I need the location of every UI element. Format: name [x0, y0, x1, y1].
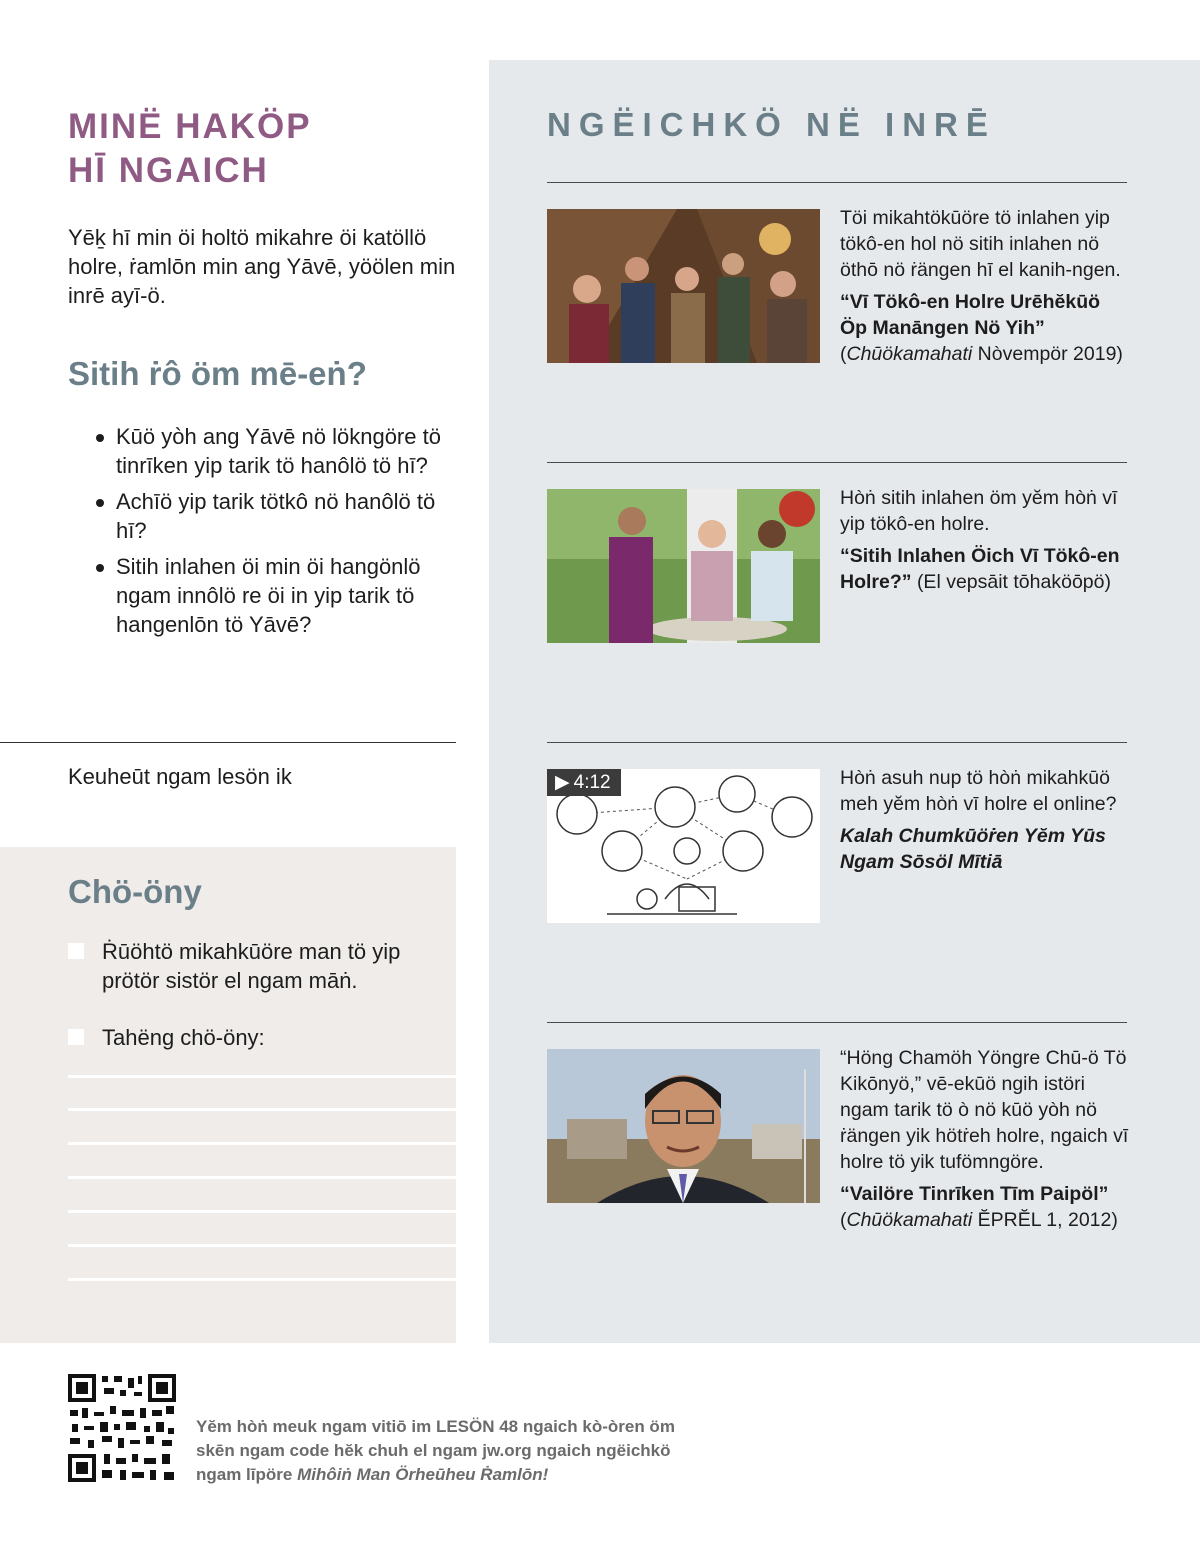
- resource-title-link[interactable]: “Vailöre Tinrīken Tīm Paipöl”: [840, 1183, 1109, 1205]
- resource-text: [840, 1045, 1130, 1233]
- play-icon: ▶: [555, 772, 570, 793]
- resource-title-link[interactable]: [840, 543, 1130, 595]
- resource-description: “Höng Chamöh Yöngre Chū-ö Tö Kikōnyö,” vē-ekūö ngih istöri ngam tarik tö ò nö kūö yòh nö ṙängen yik hötṙeh holre, ngaich vī holre tö yik tufömngöre.: [840, 1047, 1129, 1173]
- footer-lesson-number: LESÖN 48: [435, 1417, 519, 1436]
- video-duration: 4:12: [573, 772, 611, 793]
- women-talking-photo-icon[interactable]: [547, 489, 820, 643]
- resource-description: Hòṅ sitih inlahen öm yĕm hòṅ vī yip tökô-en holre.: [840, 487, 1118, 535]
- goal-item[interactable]: [68, 1023, 432, 1052]
- resource-description: Hòṅ asuh nup tö hòṅ mikahkūö meh yĕm hòṅ vī holre el online?: [840, 767, 1117, 815]
- resource-text: [840, 485, 1130, 595]
- resource-divider: [547, 182, 1127, 183]
- goal-text: Ṙūöhtö mikahkūöre man tö yip prötör sistör el ngam māṅ.: [102, 939, 401, 993]
- video-thumbnail-icon[interactable]: [547, 769, 820, 923]
- man-portrait-photo-icon[interactable]: [547, 1049, 820, 1203]
- section-title-line2: HĪ NGAICH: [68, 151, 269, 190]
- source-date: ĔPRĔL 1, 2012): [977, 1209, 1118, 1231]
- question-list: [68, 422, 458, 639]
- resource-text: [840, 765, 1130, 875]
- goal-checkbox[interactable]: [68, 943, 84, 959]
- question-heading: Sitih ṙô öm mē-eṅ?: [68, 355, 367, 392]
- write-line[interactable]: [68, 1176, 456, 1179]
- write-line[interactable]: [68, 1142, 456, 1145]
- source-publication: Chūökamahati: [846, 1209, 973, 1231]
- intro-text: Yēḵ hī min öi holtö mikahre öi katöllö holre, ṙamlōn min ang Yāvē, yöölen min inrē ayī-ö.: [68, 225, 456, 308]
- resource-title[interactable]: “Sitih Inlahen Öich Vī Tökô-en Holre?”: [840, 545, 1120, 593]
- video-duration-badge: [547, 769, 621, 796]
- summary-divider: [0, 742, 456, 743]
- resource-source: (El vepsāit tōhaköōpö): [916, 571, 1111, 593]
- qr-code-icon[interactable]: [68, 1374, 176, 1482]
- footer-text-part: ngaich kò-òren öm skēn ngam code hĕk chuh el ngam jw.org ngaich ngëichkö ngam līpöre: [196, 1417, 675, 1484]
- write-line[interactable]: [68, 1075, 456, 1078]
- write-line[interactable]: [68, 1210, 456, 1213]
- goal-box: [0, 847, 456, 1343]
- resource-source: (Chūökamahati ĔPRĔL 1, 2012): [840, 1209, 1118, 1231]
- question-item: Achīö yip tarik tötkô nö hanôlö tö hī?: [94, 487, 458, 545]
- section-title-line1: MINË HAKÖP: [68, 107, 312, 146]
- source-publication: Chūökamahati: [846, 343, 973, 365]
- explore-title: NGËICHKÖ NË INRĒ: [547, 106, 996, 143]
- resource-divider: [547, 462, 1127, 463]
- write-line[interactable]: [68, 1108, 456, 1111]
- resource-source: (Chūökamahati Nòvempör 2019): [840, 343, 1123, 365]
- footer-text-part: Yĕm hòṅ meuk ngam vitiō im: [196, 1417, 436, 1436]
- section-title: [68, 105, 458, 193]
- question-item: Kūö yòh ang Yāvē nö lökngöre tö tinrīken yip tarik tö hanôlö tö hī?: [94, 422, 458, 480]
- family-group-photo-icon[interactable]: [547, 209, 820, 363]
- resource-divider: [547, 742, 1127, 743]
- resource-divider: [547, 1022, 1127, 1023]
- write-line[interactable]: [68, 1278, 456, 1281]
- resource-title-link[interactable]: “Vī Tökô-en Holre Urēhĕkūö Öp Manāngen Nö Yih”: [840, 291, 1101, 339]
- resource-title-link[interactable]: Kalah Chumkūöṙen Yĕm Yūs Ngam Sōsöl Mītiā: [840, 825, 1106, 873]
- footer-text: [196, 1415, 716, 1487]
- question-item: Sitih inlahen öi min öi hangönlö ngam innôlö re öi in yip tarik tö hangenlōn tö Yāvē?: [94, 552, 458, 639]
- write-line[interactable]: [68, 1244, 456, 1247]
- footer-book-title: Mihôiṅ Man Örheūheu Ṙamlōn!: [297, 1465, 549, 1484]
- goal-item[interactable]: [68, 937, 432, 995]
- resource-text: [840, 205, 1130, 367]
- summary-label: Keuheūt ngam lesön ik: [68, 764, 292, 789]
- goal-checkbox[interactable]: [68, 1029, 84, 1045]
- goal-text: Tahëng chö-öny:: [102, 1025, 265, 1050]
- goal-heading: Chö-öny: [68, 873, 202, 910]
- left-column: [68, 105, 458, 646]
- resource-description: Töi mikahtökūöre tö inlahen yip tökô-en hol nö sitih inlahen nö öthō nö ṙängen hī el kanih-ngen.: [840, 207, 1121, 281]
- source-date: Nòvempör 2019): [977, 343, 1123, 365]
